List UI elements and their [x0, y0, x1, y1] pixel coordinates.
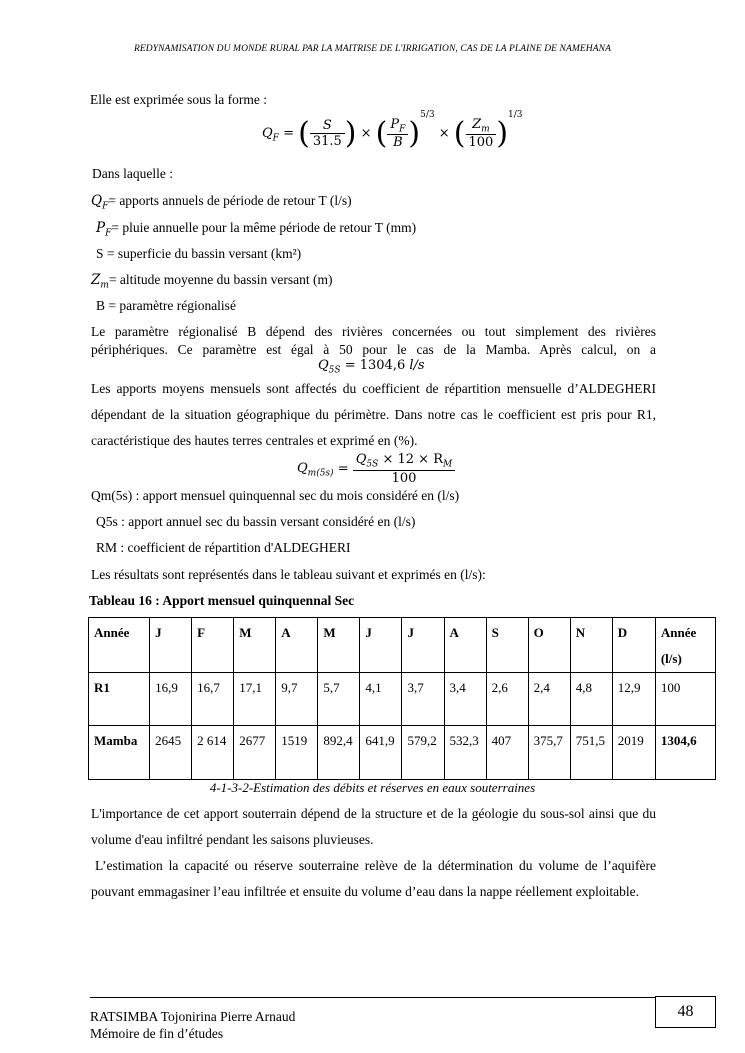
- definition-rm: RM : coefficient de répartition d'ALDEGHERI: [96, 540, 351, 555]
- table-header-cell: A: [276, 618, 318, 673]
- exponent-5-3: 5/3: [420, 110, 435, 120]
- table-header-cell: J: [360, 618, 402, 673]
- definition-zm: $Z_m=$ altitude moyenne du bassin versant (m): [91, 272, 333, 291]
- table-cell: 5,7: [318, 673, 360, 726]
- table-cell: 2 614: [192, 726, 234, 780]
- table-cell: 3,4: [444, 673, 486, 726]
- formula-qm5s: $Q_{m(5s)}$ = $\frac{Q_{5S} \times 12 \times R_M}{100}$: [297, 452, 455, 486]
- table-cell: 100: [655, 673, 715, 726]
- table-header-cell: A: [444, 618, 486, 673]
- table-cell: 2677: [234, 726, 276, 780]
- table-header-cell: Année: [89, 618, 150, 673]
- paragraph-aldegheri: Les apports moyens mensuels sont affectés du coefficient de répartition mensuelle d’ALDEGHERI dépendant de la situation géographique du périmètre. Dans notre cas le coefficient est pris pour R1, caractéristique des hautes terres centrales et exprimé en (%).: [91, 381, 656, 448]
- table-header-row: [89, 618, 716, 673]
- paragraph-b-line1: Le paramètre régionalisé B dépend des rivières concernées ou tout simplement des rivières: [91, 324, 656, 339]
- table-cell: 641,9: [360, 726, 402, 780]
- table-header-cell: S: [486, 618, 528, 673]
- paragraph-b-line2: périphériques. Ce paramètre est égal à 50 pour le cas de la Mamba. Après calcul, on a: [91, 342, 656, 357]
- definition-s: S = superficie du bassin versant (km²): [96, 246, 302, 261]
- section-title: 4-1-3-2-Estimation des débits et réserves en eaux souterraines: [209, 780, 536, 795]
- q5s-result: $Q_{5S} = 1304,6$ l/s: [318, 358, 425, 376]
- table-cell: 4,1: [360, 673, 402, 726]
- dans-laquelle: Dans laquelle :: [92, 166, 173, 181]
- footer-divider: [90, 997, 656, 998]
- formula-qf-lhs: $Q_F$: [262, 126, 279, 144]
- definition-qf: $Q_F=$ apports annuels de période de retour T (l/s): [91, 193, 352, 212]
- page-number: 48: [655, 996, 716, 1028]
- footer-author: RATSIMBA Tojonirina Pierre Arnaud: [90, 1009, 296, 1024]
- table-header-cell: M: [234, 618, 276, 673]
- table-cell: 407: [486, 726, 528, 780]
- table-row: [89, 726, 716, 780]
- table-cell: 2019: [612, 726, 655, 780]
- table-row: [89, 673, 716, 726]
- table-header-cell: F: [192, 618, 234, 673]
- footer-memoire: Mémoire de fin d’études: [90, 1026, 224, 1041]
- exponent-1-3: 1/3: [508, 110, 523, 120]
- definition-pf: $P_F=$ pluie annuelle pour la même période de retour T (mm): [96, 220, 417, 239]
- formula-qf: $Q_F$ = ( $\frac{S}{31.5}$ ) × ( $\frac{P_F}{B}$ )$^{5/3}$ × ( $\frac{Z_m}{100}$ )$^{1/3}$: [262, 110, 523, 151]
- fraction-pf: $\frac{P_F}{B}$: [387, 117, 408, 151]
- table-cell: 16,7: [192, 673, 234, 726]
- intro-text: Elle est exprimée sous la forme :: [90, 92, 267, 107]
- table-header-cell: J: [402, 618, 444, 673]
- fraction-zm: $\frac{Z_m}{100}$: [466, 117, 497, 151]
- table-cell: 751,5: [570, 726, 612, 780]
- running-header: REDYNAMISATION DU MONDE RURAL PAR LA MAITRISE DE L'IRRIGATION, CAS DE LA PLAINE DE NAMEHANA: [133, 44, 612, 54]
- table-cell: 1519: [276, 726, 318, 780]
- table-cell: 9,7: [276, 673, 318, 726]
- data-table: [88, 617, 716, 780]
- table-cell: 12,9: [612, 673, 655, 726]
- table-cell: 892,4: [318, 726, 360, 780]
- table-header-cell: D: [612, 618, 655, 673]
- table-header-cell: J: [150, 618, 192, 673]
- table-cell: 4,8: [570, 673, 612, 726]
- table-cell: 16,9: [150, 673, 192, 726]
- fraction-s: $\frac{S}{31.5}$: [310, 118, 345, 149]
- table-cell: 2645: [150, 726, 192, 780]
- table-cell: 1304,6: [655, 726, 715, 780]
- table-cell: 17,1: [234, 673, 276, 726]
- fraction-qm5s: $\frac{Q_{5S} \times 12 \times R_M}{100}$: [353, 452, 455, 486]
- definition-q5s: Q5s : apport annuel sec du bassin versant considéré en (l/s): [96, 514, 416, 529]
- results-intro: Les résultats sont représentés dans le tableau suivant et exprimés en (l/s):: [91, 567, 486, 582]
- table-header-cell: O: [528, 618, 570, 673]
- table-cell: 3,7: [402, 673, 444, 726]
- table-row-label: Mamba: [89, 726, 150, 780]
- table-title: Tableau 16 : Apport mensuel quinquennal Sec: [89, 593, 355, 608]
- paragraph-souterrain: L'importance de cet apport souterrain dépend de la structure et de la géologie du sous-sol ainsi que du volume d'eau infiltré pendant les saisons pluvieuses.: [91, 806, 656, 847]
- footer: [90, 1008, 295, 1042]
- definition-qm5s: Qm(5s) : apport mensuel quinquennal sec du mois considéré en (l/s): [91, 488, 460, 503]
- table-cell: 2,4: [528, 673, 570, 726]
- table-row-label: R1: [89, 673, 150, 726]
- table-header-cell: Année (l/s): [655, 618, 715, 673]
- table-header-cell: M: [318, 618, 360, 673]
- table-cell: 532,3: [444, 726, 486, 780]
- table-cell: 579,2: [402, 726, 444, 780]
- definition-b: B = paramètre régionalisé: [96, 298, 236, 313]
- paragraph-estimation: L’estimation la capacité ou réserve souterraine relève de la détermination du volume de l’aquifère pouvant emmagasiner l’eau infiltrée et ensuite du volume d’eau dans la nappe réellement exploitable.: [91, 858, 656, 899]
- table-cell: 2,6: [486, 673, 528, 726]
- table-header-cell: N: [570, 618, 612, 673]
- table-cell: 375,7: [528, 726, 570, 780]
